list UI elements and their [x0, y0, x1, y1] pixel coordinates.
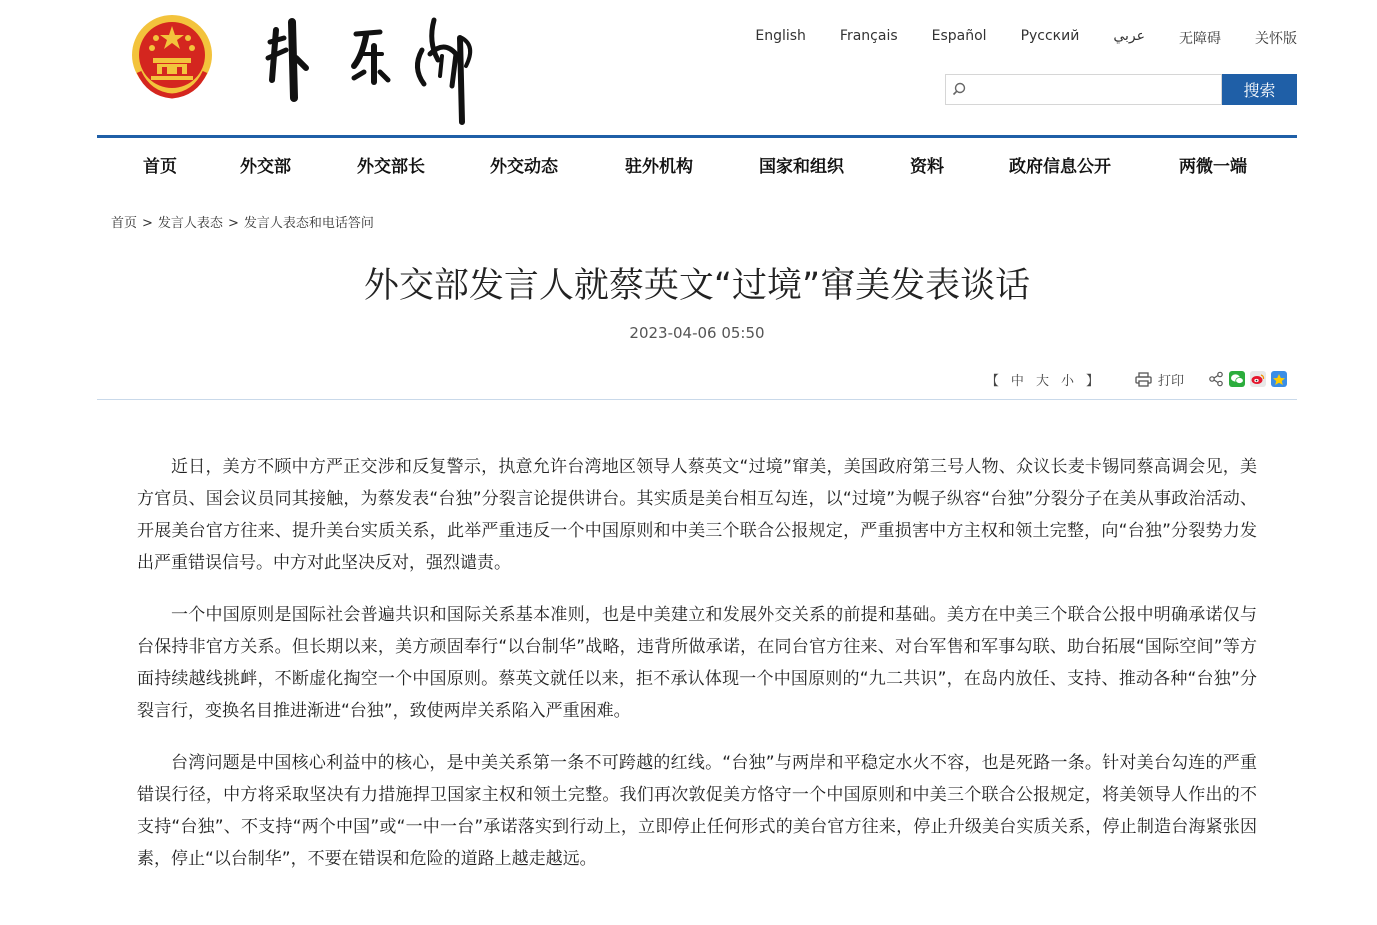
lang-english-link[interactable]: English [755, 28, 806, 44]
breadcrumb-spokesperson-link[interactable]: 发言人表态 [157, 216, 223, 231]
nav-item-ministry[interactable]: 外交部 [240, 157, 291, 177]
article-paragraph: 近日，美方不顾中方严正交涉和反复警示，执意允许台湾地区领导人蔡英文“过境”窜美，美国政府第三号人物、众议长麦卡锡同蔡高调会见，美方官员、国会议员同其接触，为蔡发表“台独”分裂言论提供讲台。其实质是美台相互勾连，以“过境”为幌子纵容“台独”分裂分子在美从事政治活动、开展美台官方往来、提升美台实质关系，此举严重违反一个中国原则和中美三个联合公报规定，严重损害中方主权和领土完整，向“台独”分裂势力发出严重错误信号。中方对此坚决反对，强烈谴责。 [137, 457, 1257, 573]
print-button[interactable] [1135, 370, 1184, 389]
search-bar [945, 74, 1297, 105]
nav-item-countries[interactable]: 国家和组织 [759, 157, 844, 177]
breadcrumb-separator: > [227, 216, 239, 231]
font-size-large-button[interactable]: 大 [1035, 373, 1049, 389]
font-size-bracket-open: 【 [985, 373, 999, 389]
share-icon[interactable] [1208, 371, 1224, 387]
font-size-bracket-close: 】 [1085, 373, 1099, 389]
article-divider [97, 399, 1297, 400]
breadcrumb [111, 212, 374, 231]
search-button[interactable]: 搜索 [1222, 74, 1297, 105]
qzone-icon[interactable] [1271, 371, 1287, 387]
printer-icon [1135, 372, 1152, 387]
accessibility-link[interactable]: 无障碍 [1179, 31, 1221, 47]
lang-arabic-link[interactable]: عربي [1113, 28, 1145, 44]
share-bar [1208, 371, 1287, 387]
font-size-small-button[interactable]: 小 [1060, 373, 1074, 389]
article-paragraph: 台湾问题是中国核心利益中的核心，是中美关系第一条不可跨越的红线。“台独”与两岸和平稳定水火不容，也是死路一条。针对美台勾连的严重错误行径，中方将采取坚决有力措施捍卫国家主权和领土完整。我们再次敦促美方恪守一个中国原则和中美三个联合公报规定，将美领导人作出的不支持“台独”、不支持“两个中国”或“一中一台”承诺落实到行动上，立即停止任何形式的美台官方往来，停止升级美台实质关系，停止制造台海紧张因素，停止“以台制华”，不要在错误和危险的道路上越走越远。 [137, 753, 1257, 869]
article-title: 外交部发言人就蔡英文“过境”窜美发表谈话 [363, 266, 1031, 306]
article-tools [980, 368, 1287, 390]
article-paragraph: 一个中国原则是国际社会普遍共识和国际关系基本准则，也是中美建立和发展外交关系的前提和基础。美方在中美三个联合公报中明确承诺仅与台保持非官方关系。但长期以来，美方顽固奉行“以台制华”战略，违背所做承诺，在同台官方往来、对台军售和军事勾联、助台拓展“国际空间”等方面持续越线挑衅，不断虚化掏空一个中国原则。蔡英文就任以来，拒不承认体现一个中国原则的“九二共识”，在岛内放任、支持、推动各种“台独”分裂言行，变换名目推进渐进“台独”，致使两岸关系陷入严重困难。 [137, 605, 1257, 721]
search-icon [952, 82, 966, 96]
font-size-medium-button[interactable]: 中 [1010, 373, 1024, 389]
article-body [137, 451, 1257, 895]
weibo-icon[interactable] [1250, 371, 1266, 387]
nav-item-home[interactable]: 首页 [143, 157, 177, 177]
nav-item-resources[interactable]: 资料 [910, 157, 944, 177]
article-date: 2023-04-06 05:50 [629, 324, 765, 342]
wechat-icon[interactable] [1229, 371, 1245, 387]
lang-russian-link[interactable]: Русский [1020, 28, 1080, 44]
main-nav [97, 138, 1297, 188]
language-bar [755, 28, 1297, 48]
font-size-switcher [980, 370, 1105, 389]
lang-french-link[interactable]: Français [839, 28, 898, 44]
national-emblem-icon[interactable] [129, 12, 215, 100]
print-label: 打印 [1157, 373, 1184, 389]
nav-item-gov-info[interactable]: 政府信息公开 [1009, 157, 1111, 177]
elderly-mode-link[interactable]: 关怀版 [1255, 31, 1297, 47]
breadcrumb-current-link[interactable]: 发言人表态和电话答问 [243, 216, 374, 231]
nav-item-minister[interactable]: 外交部长 [357, 157, 425, 177]
page [97, 0, 1297, 925]
breadcrumb-home-link[interactable]: 首页 [111, 216, 138, 231]
ministry-logo[interactable] [262, 10, 482, 128]
search-input[interactable] [972, 79, 1216, 101]
nav-item-missions[interactable]: 驻外机构 [625, 157, 693, 177]
breadcrumb-separator: > [142, 216, 153, 231]
nav-item-diplomatic-news[interactable]: 外交动态 [490, 157, 558, 177]
nav-item-social-media[interactable]: 两微一端 [1179, 157, 1247, 177]
lang-spanish-link[interactable]: Español [931, 28, 987, 44]
search-field-wrapper [945, 74, 1222, 105]
